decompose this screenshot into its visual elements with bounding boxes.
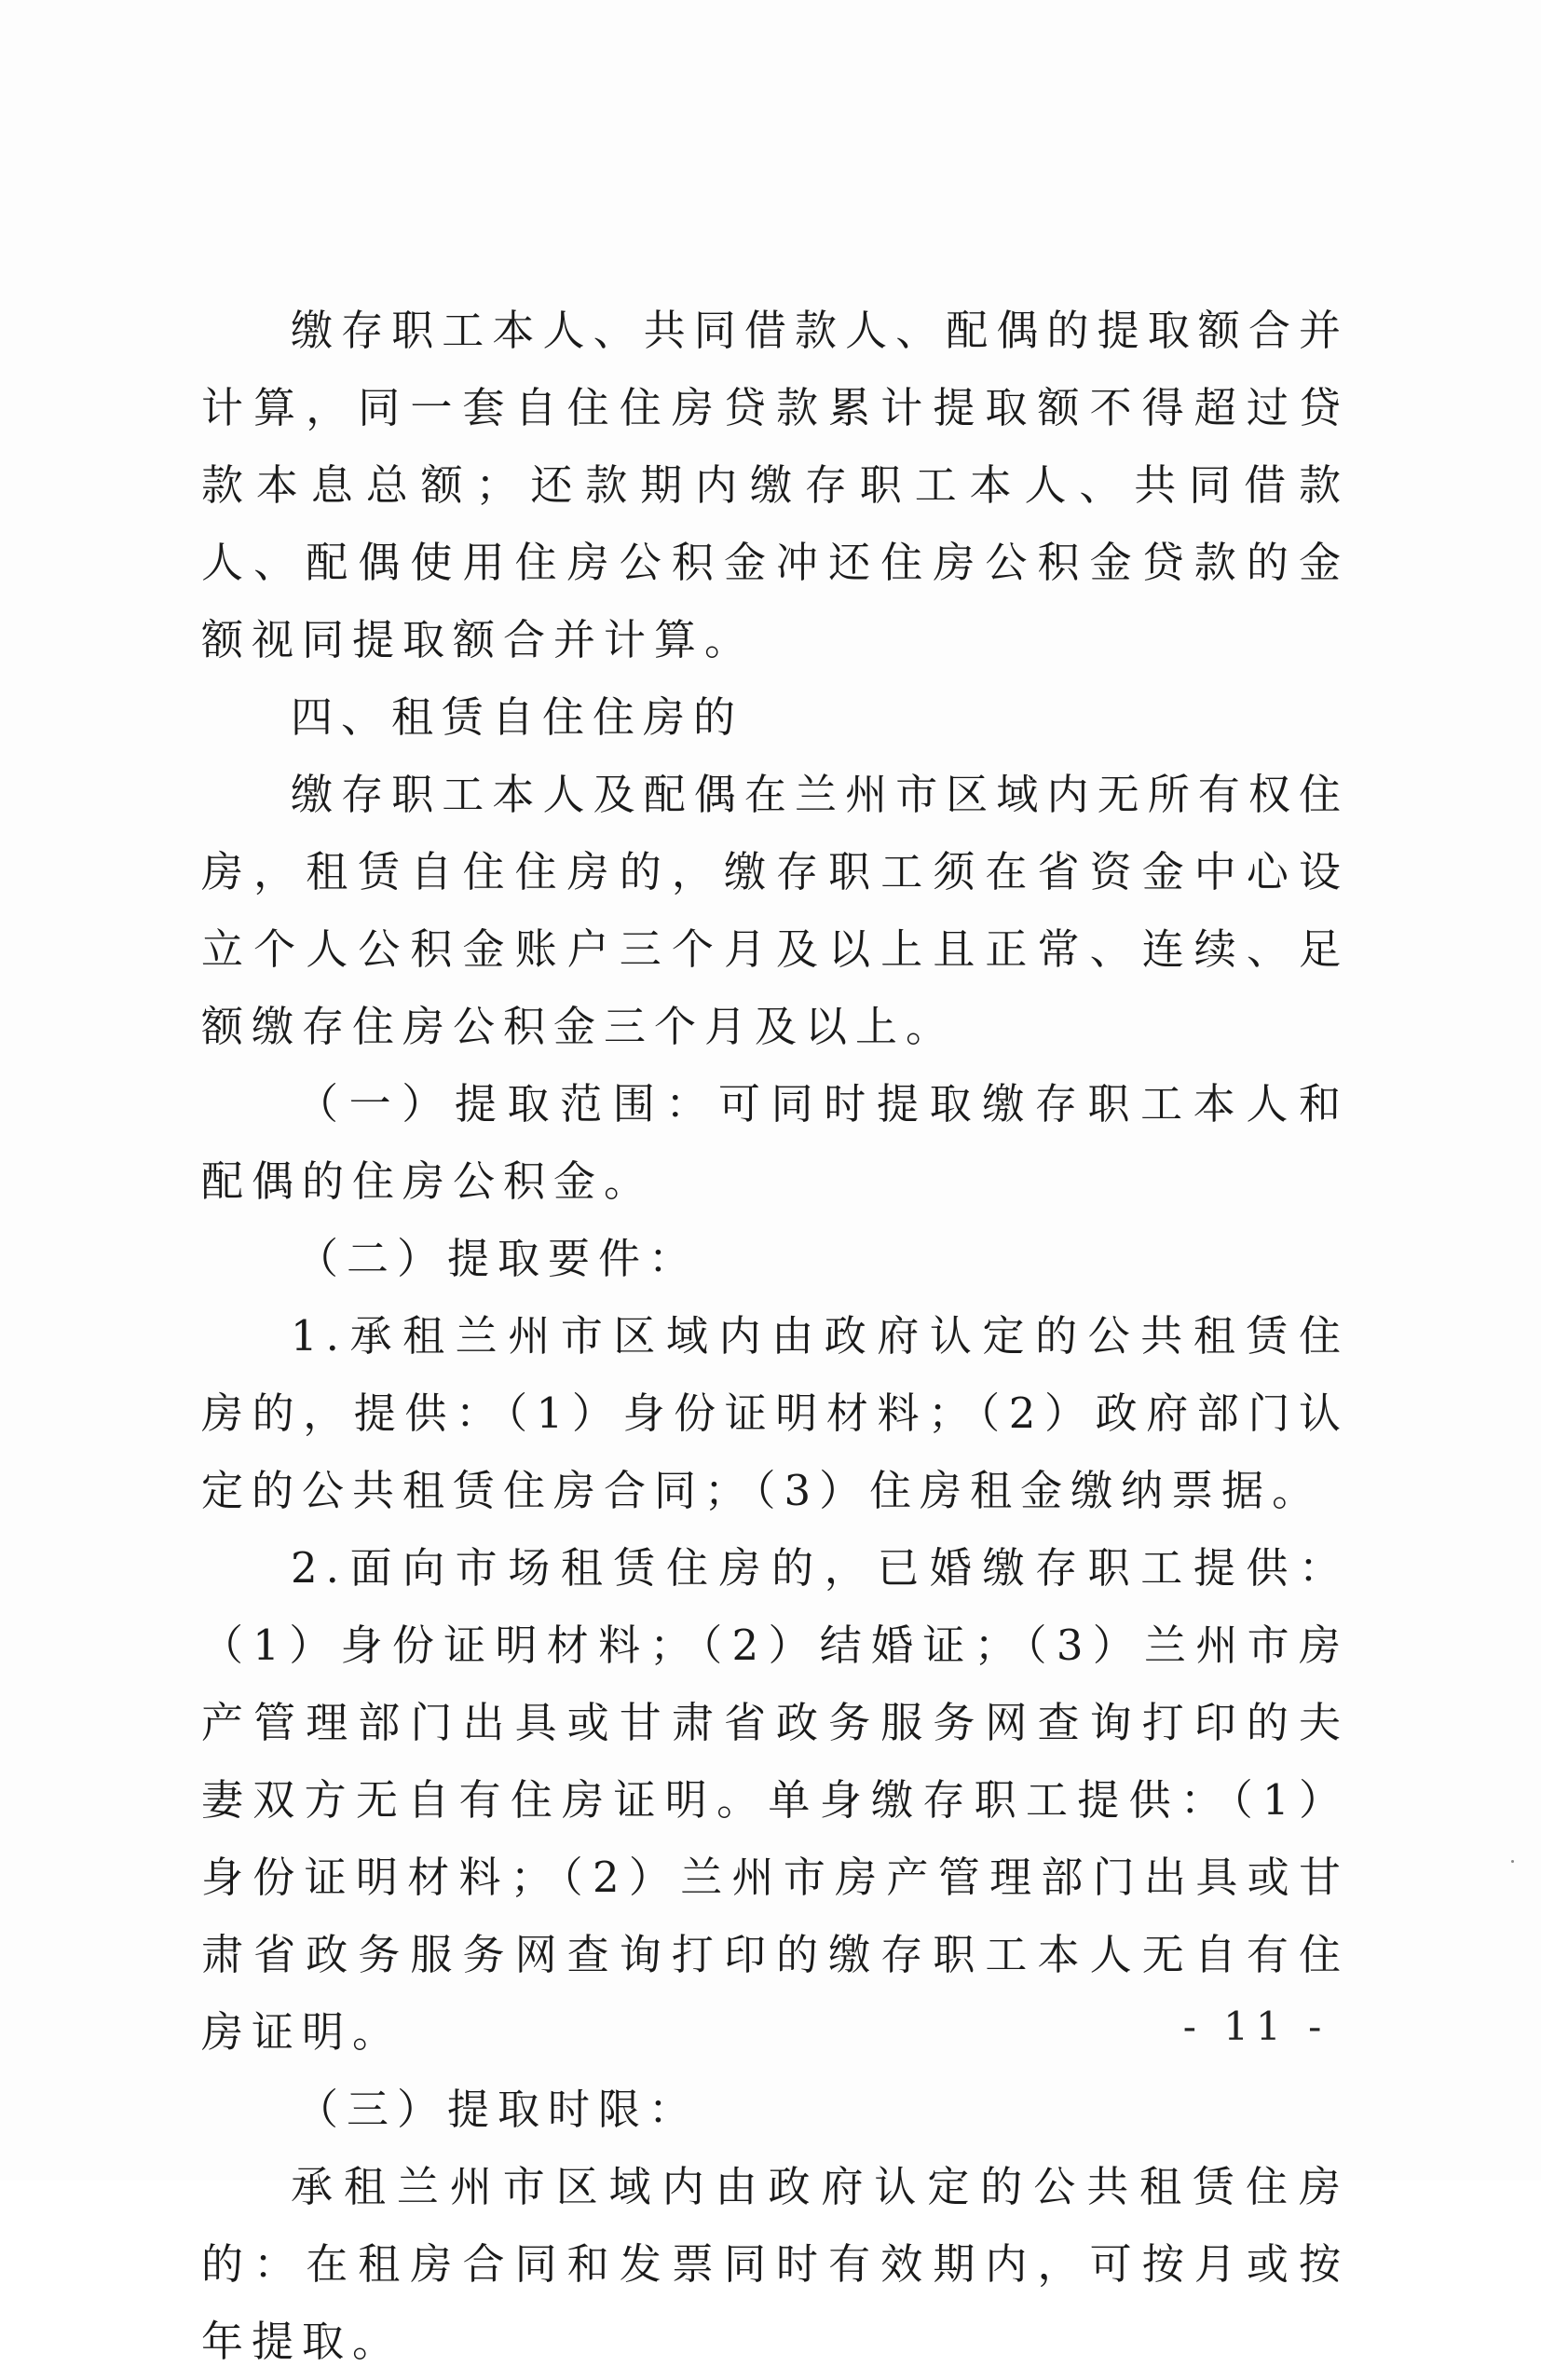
- section-heading-rental-housing: 四、租赁自住住房的: [291, 692, 744, 742]
- paragraph-rental-conditions: 缴存职工本人及配偶在兰州市区域内无所有权住房，租赁自住住房的，缴存职工须在省资金中心设立个人公积金账户三个月及以上且正常、连续、足额缴存住房公积金三个月及以上。: [201, 770, 1349, 1051]
- paragraph-withdrawal-period: 承租兰州市区域内由政府认定的公共租赁住房的：在租房合同和发票同时有效期内，可按月或按年提取。: [201, 2162, 1349, 2366]
- paragraph-loan-withdrawal-calc: 缴存职工本人、共同借款人、配偶的提取额合并计算，同一套自住住房贷款累计提取额不得超过贷款本息总额；还款期内缴存职工本人、共同借款人、配偶使用住房公积金冲还住房公积金贷款的金额视同提取额合并计算。: [201, 306, 1349, 664]
- paragraph-withdrawal-scope: （一）提取范围：可同时提取缴存职工本人和配偶的住房公积金。: [201, 1079, 1349, 1206]
- scan-speck: [1511, 1860, 1514, 1863]
- subheading-withdrawal-period: （三）提取时限：: [296, 2085, 700, 2134]
- page-number: - 11 -: [1182, 2004, 1330, 2049]
- paragraph-public-rental-requirements: 1.承租兰州市区域内由政府认定的公共租赁住房的，提供：（1）身份证明材料；（2）政府部门认定的公共租赁住房合同；（3）住房租金缴纳票据。: [201, 1311, 1349, 1515]
- subheading-withdrawal-requirements: （二）提取要件：: [296, 1234, 700, 1283]
- paragraph-market-rental-requirements: 2.面向市场租赁住房的，已婚缴存职工提供：（1）身份证明材料；（2）结婚证；（3）兰州市房产管理部门出具或甘肃省政务服务网查询打印的夫妻双方无自有住房证明。单身缴存职工提供：（1）身份证明材料；（2）兰州市房产管理部门出具或甘肃省政务服务网查询打印的缴存职工本人无自有住房证明。: [201, 1543, 1349, 2057]
- document-body: [201, 292, 1349, 2380]
